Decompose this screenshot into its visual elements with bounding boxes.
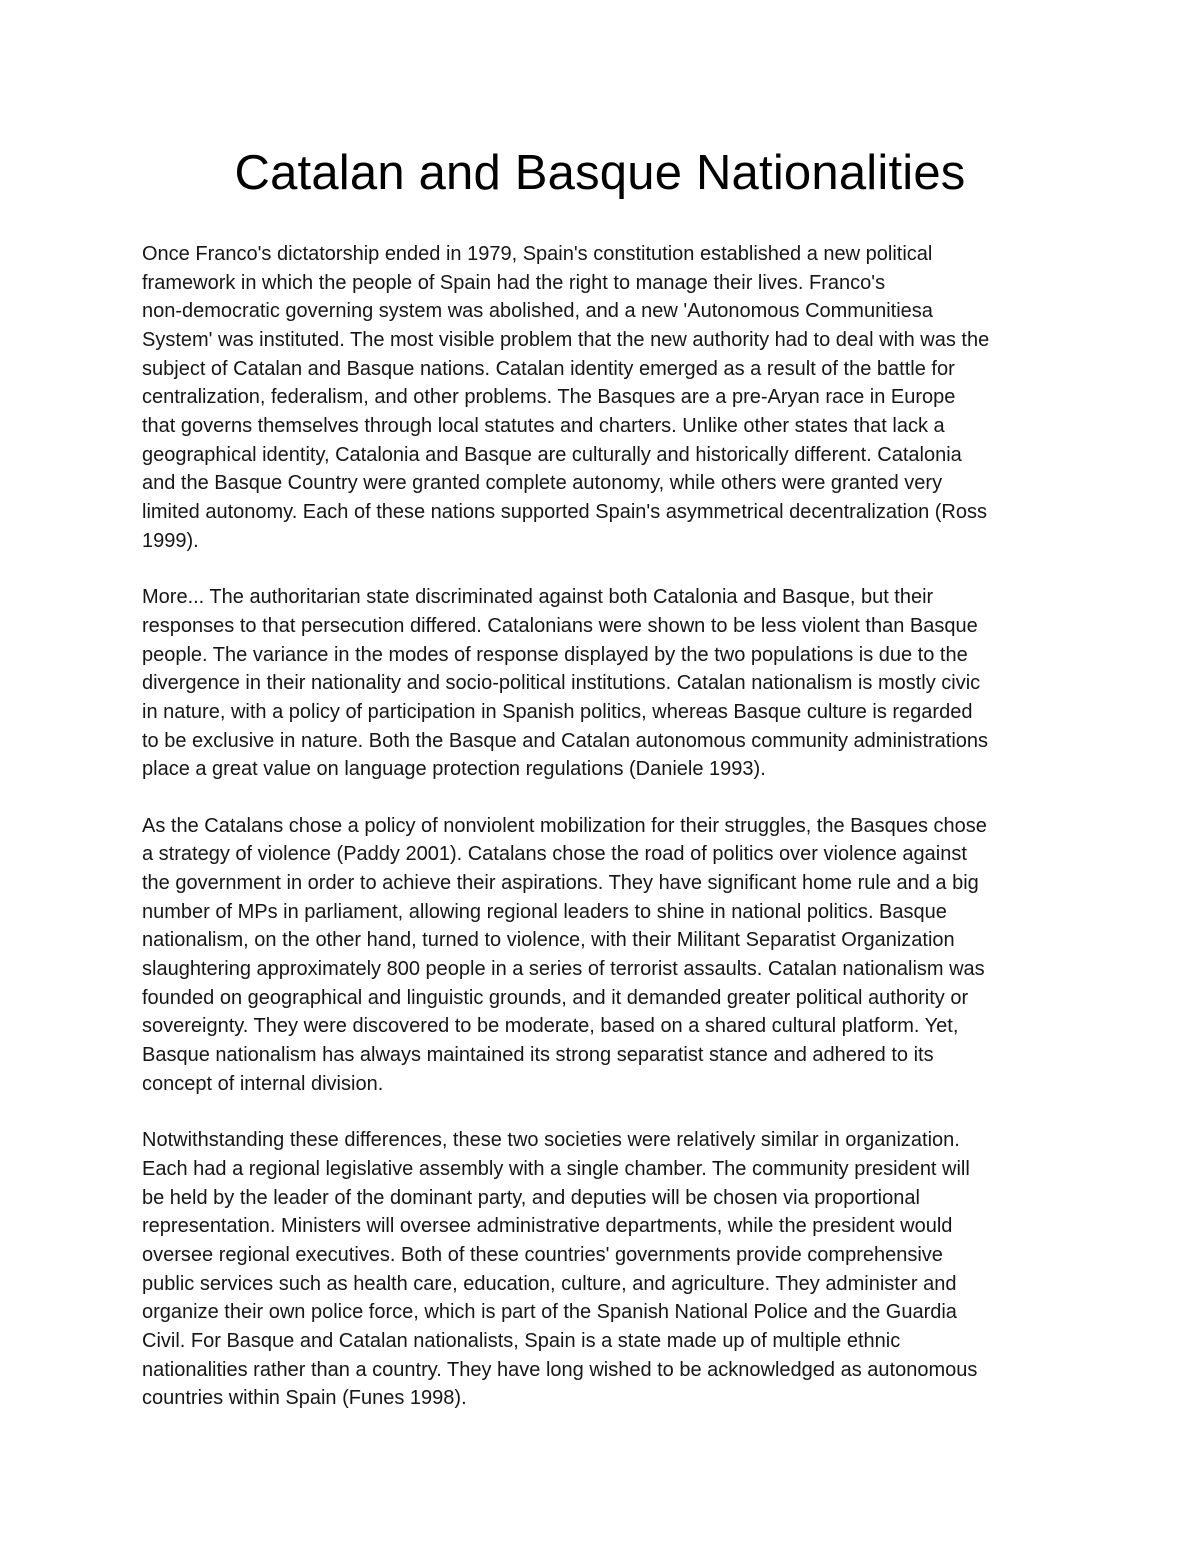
paragraph-line: non-democratic governing system was abolished, and a new 'Autonomous Communitiesa — [142, 300, 933, 323]
paragraph-line: subject of Catalan and Basque nations. Catalan identity emerged as a result of the battle for — [142, 357, 955, 380]
paragraph-line: sovereignty. They were discovered to be moderate, based on a shared cultural platform. Yet, — [142, 1015, 959, 1038]
paragraph — [142, 1126, 1062, 1413]
paragraph-line: and the Basque Country were granted complete autonomy, while others were granted very — [142, 472, 943, 495]
paragraph-line: divergence in their nationality and socio-political institutions. Catalan nationalism is mostly civic — [142, 672, 981, 695]
paragraph-line: that governs themselves through local statutes and charters. Unlike other states that lack a — [142, 414, 945, 437]
paragraph — [142, 812, 1062, 1099]
paragraph-line: founded on geographical and linguistic grounds, and it demanded greater political authority or — [142, 986, 969, 1009]
paragraph — [142, 240, 1062, 555]
paragraph-line: nationalism, on the other hand, turned to violence, with their Militant Separatist Organization — [142, 929, 955, 952]
paragraph-line: a strategy of violence (Paddy 2001). Catalans chose the road of politics over violence against — [142, 843, 967, 866]
paragraph-line: people. The variance in the modes of response displayed by the two populations is due to the — [142, 643, 968, 666]
paragraph-line: public services such as health care, education, culture, and agriculture. They administer and — [142, 1272, 957, 1295]
document-body — [142, 240, 1062, 1413]
paragraph-line: concept of internal division. — [142, 1072, 384, 1095]
paragraph-line: geographical identity, Catalonia and Basque are culturally and historically different. Catalonia — [142, 443, 962, 466]
paragraph-line: responses to that persecution differed. Catalonians were shown to be less violent than Basque — [142, 614, 978, 637]
paragraph-line: organize their own police force, which is part of the Spanish National Police and the Guardia — [142, 1301, 957, 1324]
paragraph — [142, 583, 1062, 784]
paragraph-line: nationalities rather than a country. They have long wished to be acknowledged as autonomous — [142, 1358, 978, 1381]
paragraph-line: Once Franco's dictatorship ended in 1979, Spain's constitution established a new political — [142, 243, 933, 265]
paragraph-line: to be exclusive in nature. Both the Basque and Catalan autonomous community administrations — [142, 729, 989, 752]
paragraph-line: oversee regional executives. Both of these countries' governments provide comprehensive — [142, 1244, 943, 1266]
paragraph-line: countries within Spain (Funes 1998). — [142, 1387, 467, 1410]
paragraph-line: 1999). — [142, 529, 199, 552]
paragraph-line: limited autonomy. Each of these nations supported Spain's asymmetrical decentralization (Ross — [142, 500, 987, 523]
paragraph-line: slaughtering approximately 800 people in a series of terrorist assaults. Catalan nationalism was — [142, 958, 985, 981]
paragraph-line: representation. Ministers will oversee administrative departments, while the president would — [142, 1215, 953, 1238]
paragraph-line: More... The authoritarian state discriminated against both Catalonia and Basque, but their — [142, 586, 934, 609]
paragraph-line: in nature, with a policy of participation in Spanish politics, whereas Basque culture is regarded — [142, 700, 973, 723]
paragraph-line: be held by the leader of the dominant party, and deputies will be chosen via proportional — [142, 1186, 920, 1209]
document-title: Catalan and Basque Nationalities — [234, 146, 966, 200]
paragraph-line: place a great value on language protection regulations (Daniele 1993). — [142, 758, 766, 781]
paragraph-line: Notwithstanding these differences, these two societies were relatively similar in organization. — [142, 1129, 960, 1152]
paragraph-line: Civil. For Basque and Catalan nationalists, Spain is a state made up of multiple ethnic — [142, 1329, 901, 1352]
paragraph-line: framework in which the people of Spain had the right to manage their lives. Franco's — [142, 271, 886, 294]
paragraph-line: centralization, federalism, and other problems. The Basques are a pre-Aryan race in Europe — [142, 386, 956, 409]
paragraph-line: Each had a regional legislative assembly with a single chamber. The community president will — [142, 1158, 970, 1181]
paragraph-line: System' was instituted. The most visible problem that the new authority had to deal with was the — [142, 328, 990, 351]
paragraph-line: the government in order to achieve their aspirations. They have significant home rule and a big — [142, 872, 979, 895]
paragraph-line: number of MPs in parliament, allowing regional leaders to shine in national politics. Basque — [142, 900, 947, 923]
paragraph-line: Basque nationalism has always maintained its strong separatist stance and adhered to its — [142, 1044, 934, 1067]
paragraph-line: As the Catalans chose a policy of nonviolent mobilization for their struggles, the Basques chose — [142, 814, 987, 837]
